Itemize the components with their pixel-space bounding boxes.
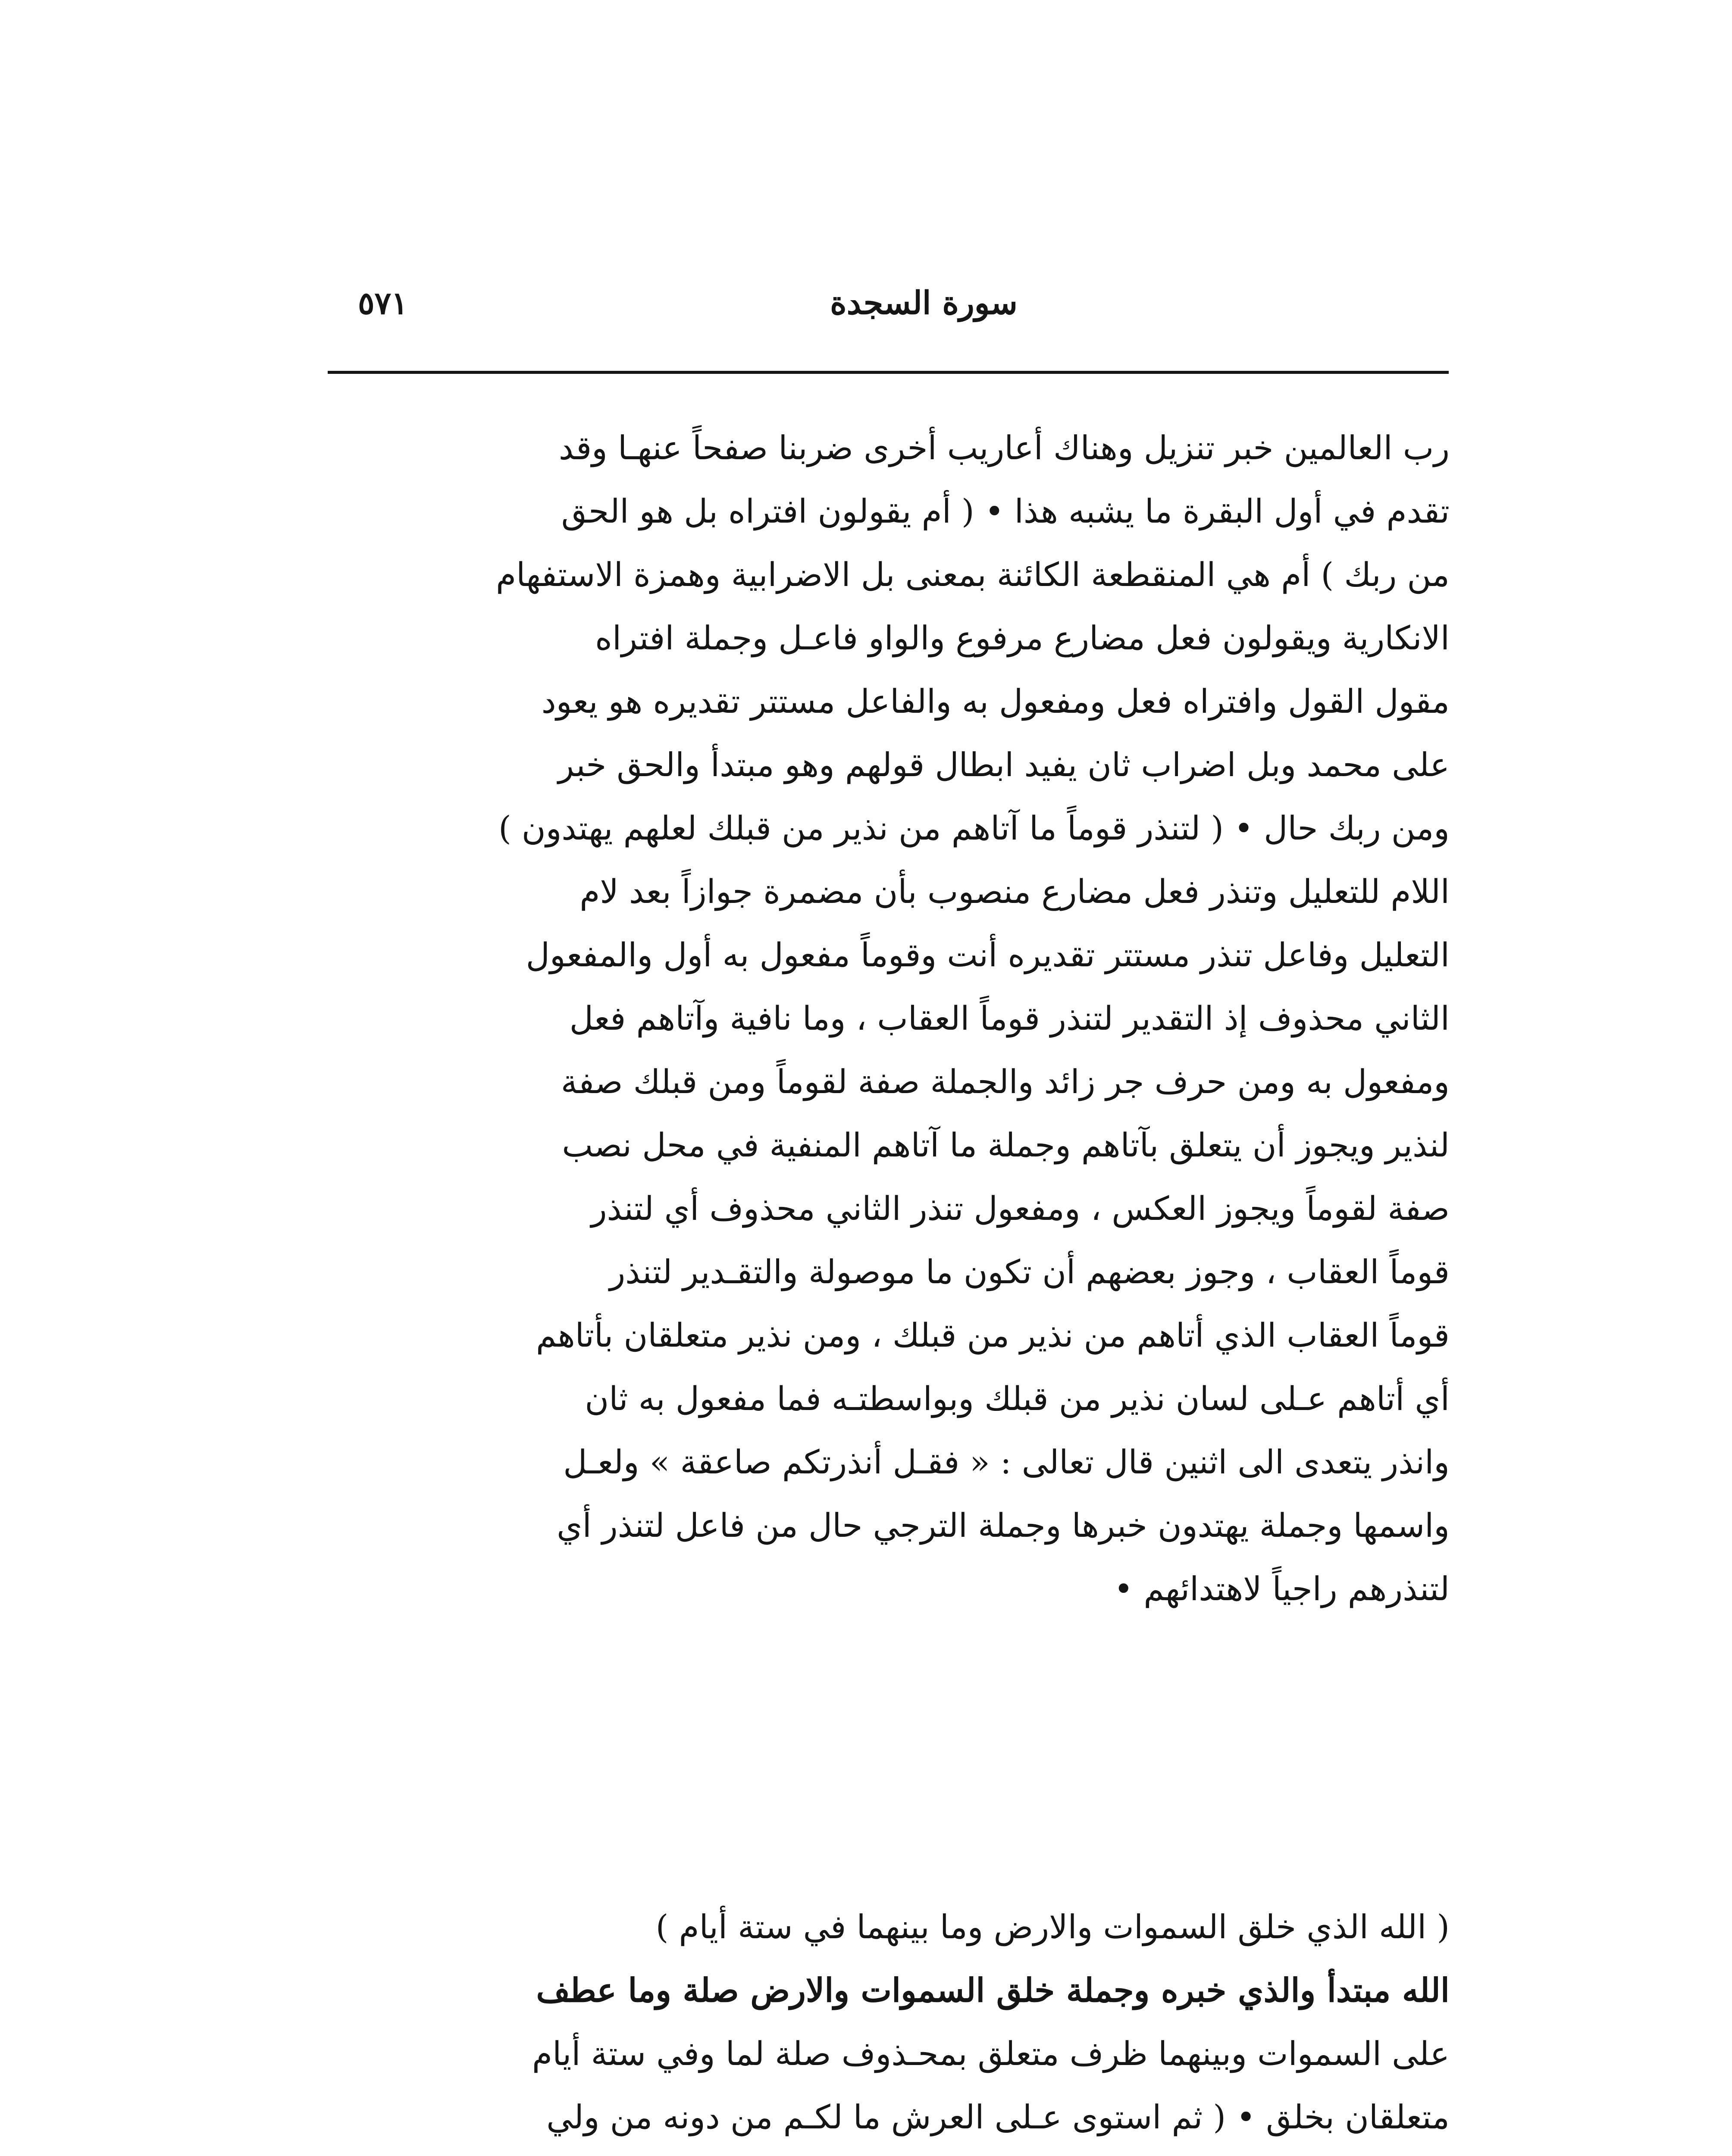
text-line: على محمد وبل اضراب ثان يفيد ابطال قولهم وهو مبتدأ والحق خبر (558, 746, 1450, 784)
text-line: لنذير ويجوز أن يتعلق بآتاهم وجملة ما آتاهم المنفية في محل نصب (562, 1126, 1450, 1164)
main-paragraph (292, 416, 1450, 1620)
text-line: مقول القول وافتراه فعل ومفعول به والفاعل مستتر تقديره هو يعود (541, 682, 1450, 721)
text-line: قوماً العقاب ، وجوز بعضهم أن تكون ما موصولة والتقـدير لتنذر (609, 1253, 1450, 1291)
text-line: اللام للتعليل وتنذر فعل مضارع منصوب بأن مضمرة جوازاً بعد لام (579, 872, 1450, 911)
text-line: على السموات وبينهما ظرف متعلق بمحـذوف صلة لما وفي ستة أيام (532, 2034, 1450, 2073)
text-line: واسمها وجملة يهتدون خبرها وجملة الترجي حال من فاعل لتنذر أي (557, 1506, 1450, 1545)
page-title: سورة السجدة (830, 285, 1018, 322)
text-line: قوماً العقاب الذي أتاهم من نذير من قبلك ، ومن نذير متعلقان بأتاهم (536, 1316, 1450, 1354)
page-header (328, 285, 1449, 349)
text-line: التعليل وفاعل تنذر مستتر تقديره أنت وقوماً مفعول به أول والمفعول (526, 936, 1450, 974)
second-paragraph (292, 1895, 1450, 2149)
page-number: ٥٧١ (358, 285, 408, 321)
text-line: ومفعول به ومن حرف جر زائد والجملة صفة لقوماً ومن قبلك صفة (561, 1062, 1450, 1101)
text-line: أي أتاهم عـلى لسان نذير من قبلك وبواسطتـه فما مفعول به ثان (585, 1379, 1450, 1418)
header-rule (328, 371, 1449, 374)
text-line: من ربك ) أم هي المنقطعة الكائنة بمعنى بل الاضرابية وهمزة الاستفهام (496, 555, 1450, 594)
text-line: ومن ربك حال • ( لتنذر قوماً ما آتاهم من نذير من قبلك لعلهم يهتدون ) (498, 809, 1450, 847)
text-line: تقدم في أول البقرة ما يشبه هذا • ( أم يقولون افتراه بل هو الحق (561, 492, 1450, 530)
text-line: لتنذرهم راجياً لاهتدائهم • (1114, 1570, 1450, 1608)
text-line: الانكارية ويقولون فعل مضارع مرفوع والواو فاعـل وجملة افتراه (595, 619, 1450, 657)
text-line: وانذر يتعدى الى اثنين قال تعالى : « فقـل أنذرتكم صاعقة » ولعـل (563, 1443, 1450, 1481)
text-line: رب العالمين خبر تنزيل وهناك أعاريب أخرى ضربنا صفحاً عنهـا وقد (558, 429, 1450, 467)
text-line: الله مبتدأ والذي خبره وجملة خلق السموات والارض صلة وما عطف (536, 1971, 1450, 2009)
verse-heading: ( الله الذي خلق السموات والارض وما بينهما في ستة أيام ) (655, 1908, 1450, 1946)
text-line: الثاني محذوف إذ التقدير لتنذر قوماً العقاب ، وما نافية وآتاهم فعل (569, 999, 1450, 1037)
text-line: متعلقان بخلق • ( ثم استوى عـلى العرش ما لكـم من دونه من ولي (546, 2098, 1450, 2136)
text-line: صفة لقوماً ويجوز العكس ، ومفعول تنذر الثاني محذوف أي لتنذر (591, 1189, 1450, 1228)
